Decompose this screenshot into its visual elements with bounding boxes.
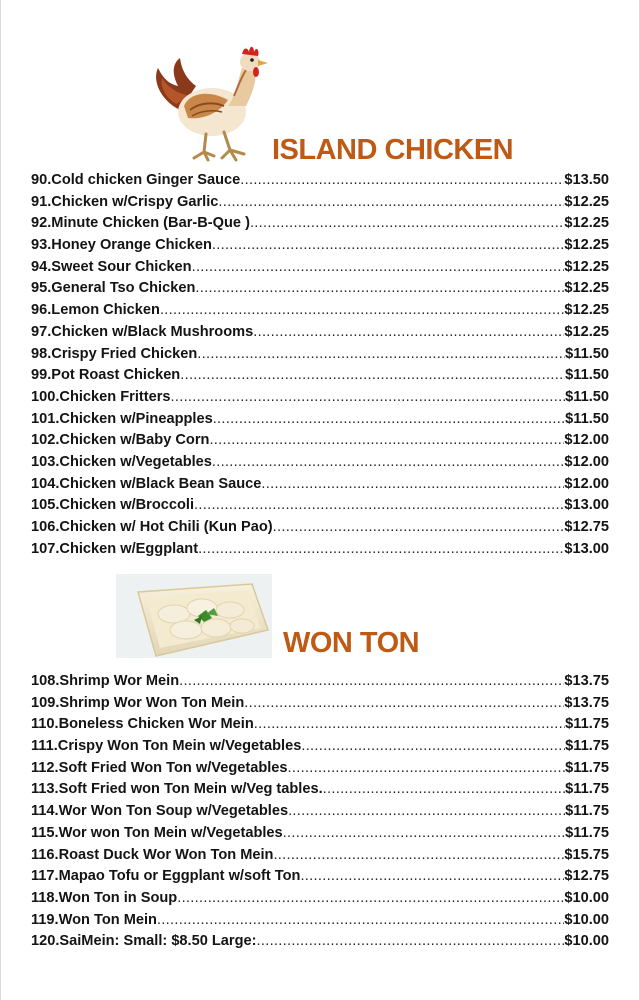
dot-leader bbox=[288, 760, 566, 776]
dot-leader bbox=[273, 847, 564, 863]
won-ton-dish-illustration bbox=[116, 570, 272, 660]
menu-item-price: $11.50 bbox=[565, 410, 609, 427]
menu-item-name: 101.Chicken w/Pineapples bbox=[31, 410, 213, 427]
menu-item-name: 111.Crispy Won Ton Mein w/Vegetables bbox=[31, 738, 302, 755]
dot-leader bbox=[192, 259, 565, 275]
menu-item-name: 112.Soft Fried Won Ton w/Vegetables bbox=[31, 759, 288, 776]
menu-item-price: $12.00 bbox=[564, 432, 609, 449]
menu-item-price: $11.75 bbox=[565, 803, 609, 820]
menu-item-name: 105.Chicken w/Broccoli bbox=[31, 497, 195, 514]
menu-item bbox=[31, 825, 609, 847]
menu-item-name: 104.Chicken w/Black Bean Sauce bbox=[31, 475, 262, 492]
menu-item bbox=[31, 933, 609, 955]
menu-item-price: $13.75 bbox=[564, 673, 609, 689]
menu-item-name: 93.Honey Orange Chicken bbox=[31, 237, 212, 254]
dot-leader bbox=[157, 912, 564, 928]
dot-leader bbox=[253, 324, 564, 340]
menu-item-name: 92.Minute Chicken (Bar-B-Que ) bbox=[31, 215, 250, 232]
island-chicken-menu-list bbox=[31, 172, 609, 562]
menu-item-price: $13.75 bbox=[564, 694, 609, 711]
menu-item-price: $10.00 bbox=[564, 911, 609, 928]
menu-item-name: 113.Soft Fried won Ton Mein w/Veg tables. bbox=[31, 781, 323, 798]
menu-item bbox=[31, 890, 609, 912]
dot-leader bbox=[273, 519, 565, 535]
dot-leader bbox=[254, 716, 565, 732]
menu-item-name: 115.Wor won Ton Mein w/Vegetables bbox=[31, 824, 283, 841]
dot-leader bbox=[180, 367, 565, 383]
menu-item-price: $12.25 bbox=[564, 280, 609, 297]
menu-item bbox=[31, 411, 609, 433]
menu-item bbox=[31, 302, 609, 324]
menu-item bbox=[31, 738, 609, 760]
menu-item-name: 90.Cold chicken Ginger Sauce bbox=[31, 172, 241, 188]
dot-leader bbox=[300, 868, 564, 884]
menu-item bbox=[31, 237, 609, 259]
menu-item bbox=[31, 497, 609, 519]
menu-item-price: $10.00 bbox=[564, 933, 609, 950]
dot-leader bbox=[212, 237, 564, 253]
dot-leader bbox=[197, 346, 565, 362]
menu-item-price: $12.25 bbox=[564, 193, 609, 210]
menu-item-price: $11.75 bbox=[565, 824, 609, 841]
menu-item-price: $12.25 bbox=[564, 302, 609, 319]
menu-item bbox=[31, 280, 609, 302]
menu-item-name: 98.Crispy Fried Chicken bbox=[31, 345, 198, 362]
menu-item bbox=[31, 847, 609, 869]
menu-item-name: 108.Shrimp Wor Mein bbox=[31, 673, 180, 689]
dot-leader bbox=[283, 825, 565, 841]
menu-item bbox=[31, 760, 609, 782]
menu-item-price: $12.75 bbox=[564, 868, 609, 885]
dot-leader bbox=[240, 172, 564, 188]
dot-leader bbox=[209, 432, 564, 448]
dot-leader bbox=[218, 194, 564, 210]
menu-item-price: $11.50 bbox=[565, 345, 609, 362]
menu-item-price: $13.50 bbox=[564, 172, 609, 188]
dot-leader bbox=[195, 280, 564, 296]
menu-item-name: 106.Chicken w/ Hot Chili (Kun Pao) bbox=[31, 519, 273, 535]
menu-item-price: $12.25 bbox=[564, 323, 609, 340]
menu-item-name: 114.Wor Won Ton Soup w/Vegetables bbox=[31, 803, 289, 820]
dot-leader bbox=[171, 389, 566, 405]
dot-leader bbox=[323, 781, 566, 797]
menu-item-name: 110.Boneless Chicken Wor Mein bbox=[31, 716, 254, 733]
dot-leader bbox=[177, 890, 564, 906]
menu-item-price: $11.50 bbox=[565, 367, 609, 384]
dot-leader bbox=[194, 497, 564, 513]
menu-item-name: 109.Shrimp Wor Won Ton Mein bbox=[31, 694, 245, 711]
menu-item bbox=[31, 716, 609, 738]
menu-item-name: 116.Roast Duck Wor Won Ton Mein bbox=[31, 846, 274, 863]
menu-item-price: $11.75 bbox=[565, 716, 609, 733]
menu-item bbox=[31, 912, 609, 934]
dot-leader bbox=[261, 476, 564, 492]
menu-item-price: $11.75 bbox=[565, 781, 609, 798]
menu-item bbox=[31, 172, 609, 194]
menu-item-name: 95.General Tso Chicken bbox=[31, 280, 196, 297]
menu-item-name: 118.Won Ton in Soup bbox=[31, 889, 178, 906]
island-chicken-heading: ISLAND CHICKEN bbox=[272, 134, 514, 166]
won-ton-menu-list bbox=[31, 673, 609, 955]
menu-item-price: $11.50 bbox=[565, 388, 609, 405]
dot-leader bbox=[160, 302, 564, 318]
dot-leader bbox=[212, 454, 564, 470]
menu-item bbox=[31, 367, 609, 389]
menu-item bbox=[31, 519, 609, 541]
menu-item bbox=[31, 541, 609, 563]
menu-item-name: 103.Chicken w/Vegetables bbox=[31, 453, 212, 470]
dot-leader bbox=[250, 215, 564, 231]
hen-illustration bbox=[150, 40, 276, 164]
menu-item-price: $13.00 bbox=[564, 497, 609, 514]
menu-item-price: $12.00 bbox=[564, 475, 609, 492]
menu-item bbox=[31, 324, 609, 346]
menu-item bbox=[31, 476, 609, 498]
menu-item-name: 119.Won Ton Mein bbox=[31, 911, 157, 928]
menu-item-price: $11.75 bbox=[565, 759, 609, 776]
menu-item bbox=[31, 803, 609, 825]
menu-item-name: 94.Sweet Sour Chicken bbox=[31, 258, 192, 275]
menu-item-price: $12.25 bbox=[564, 215, 609, 232]
menu-item-name: 107.Chicken w/Eggplant bbox=[31, 540, 199, 557]
dot-leader bbox=[244, 695, 564, 711]
menu-item-price: $12.75 bbox=[564, 519, 609, 535]
menu-item bbox=[31, 781, 609, 803]
menu-item-name: 97.Chicken w/Black Mushrooms bbox=[31, 323, 254, 340]
menu-item bbox=[31, 194, 609, 216]
menu-item-price: $11.75 bbox=[565, 738, 609, 755]
dot-leader bbox=[179, 673, 564, 689]
menu-item bbox=[31, 695, 609, 717]
menu-item bbox=[31, 259, 609, 281]
menu-item-price: $15.75 bbox=[564, 846, 609, 863]
menu-item-name: 102.Chicken w/Baby Corn bbox=[31, 432, 210, 449]
menu-item-price: $13.00 bbox=[564, 540, 609, 557]
dot-leader bbox=[301, 738, 565, 754]
menu-item bbox=[31, 454, 609, 476]
dot-leader bbox=[198, 541, 564, 557]
menu-item-name: 96.Lemon Chicken bbox=[31, 302, 160, 319]
menu-item-name: 117.Mapao Tofu or Eggplant w/soft Ton bbox=[31, 868, 301, 885]
menu-item-name: 99.Pot Roast Chicken bbox=[31, 367, 181, 384]
menu-item bbox=[31, 432, 609, 454]
menu-item bbox=[31, 673, 609, 695]
dot-leader bbox=[213, 411, 565, 427]
menu-item bbox=[31, 389, 609, 411]
dot-leader bbox=[257, 933, 565, 949]
menu-item-name: 100.Chicken Fritters bbox=[31, 388, 171, 405]
won-ton-heading: WON TON bbox=[283, 627, 420, 659]
menu-item-price: $10.00 bbox=[564, 889, 609, 906]
menu-item-price: $12.00 bbox=[564, 453, 609, 470]
page-border-left bbox=[0, 0, 1, 1000]
dot-leader bbox=[288, 803, 565, 819]
menu-item-name: 91.Chicken w/Crispy Garlic bbox=[31, 193, 219, 210]
menu-item-price: $12.25 bbox=[564, 258, 609, 275]
menu-item bbox=[31, 868, 609, 890]
menu-item-name: 120.SaiMein: Small: $8.50 Large: bbox=[31, 933, 257, 950]
menu-item bbox=[31, 346, 609, 368]
menu-item-price: $12.25 bbox=[564, 237, 609, 254]
menu-item bbox=[31, 215, 609, 237]
